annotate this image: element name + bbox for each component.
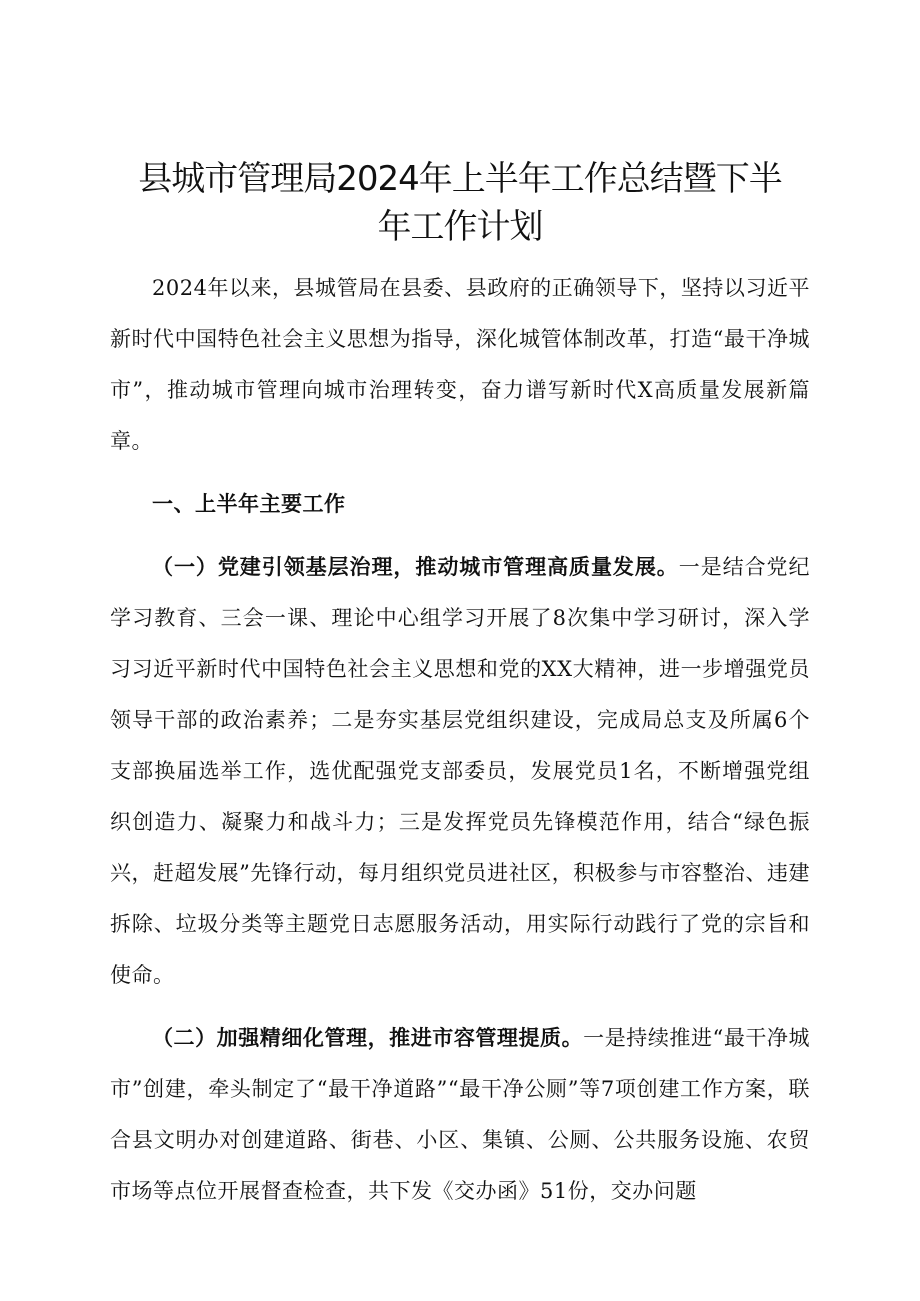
item-1-lead: （一）党建引领基层治理，推动城市管理高质量发展。: [152, 555, 679, 579]
item-1-body: 一是结合党纪学习教育、三会一课、理论中心组学习开展了8次集中学习研讨，深入学习习近平新时代中国特色社会主义思想和党的XX大精神，进一步增强党员领导干部的政治素养；二是夯实基层党组织建设，完成局总支及所属6个支部换届选举工作，选优配强党支部委员，发展党员1名，不断增强党组织创造力、凝聚力和战斗力；三是发挥党员先锋模范作用，结合“绿色振兴，赶超发展”先锋行动，每月组织党员进社区，积极参与市容整治、违建拆除、垃圾分类等主题党日志愿服务活动，用实际行动践行了党的宗旨和使命。: [110, 555, 811, 987]
title-line-1: 县城市管理局2024年上半年工作总结暨下半: [138, 159, 782, 199]
title-line-2: 年工作计划: [377, 207, 543, 247]
document-title: [110, 155, 810, 251]
section-heading: 一、上半年主要工作: [152, 492, 346, 516]
intro-paragraph: 2024年以来，县城管局在县委、县政府的正确领导下，坚持以习近平新时代中国特色社会主义思想为指导，深化城管体制改革，打造“最干净城市”，推动城市管理向城市治理转变，奋力谱写新时代X高质量发展新篇章。: [110, 276, 810, 453]
item-2-body: 一是持续推进“最干净城市”创建，牵头制定了“最干净道路”“最干净公厕”等7项创建工作方案，联合县文明办对创建道路、街巷、小区、集镇、公厕、公共服务设施、农贸市场等点位开展督查检查，共下发《交办函》51份，交办问题: [110, 1026, 810, 1203]
item-2-lead: （二）加强精细化管理，推进市容管理提质。: [152, 1026, 584, 1050]
document-body: [110, 263, 810, 1217]
item-2-paragraph: [110, 1013, 810, 1217]
item-1-paragraph: [110, 542, 810, 1001]
